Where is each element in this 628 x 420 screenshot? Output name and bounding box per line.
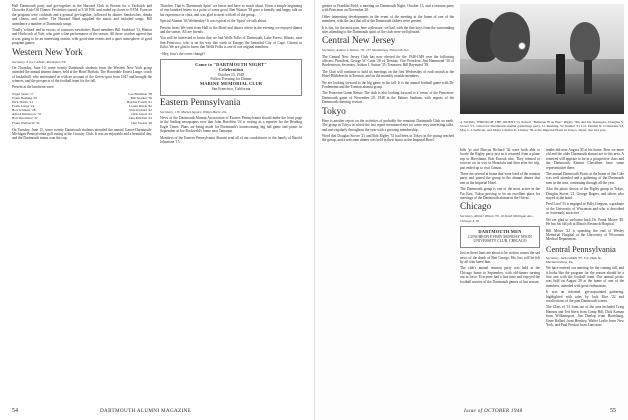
section-heading-tokyo: Tokyo — [322, 106, 346, 117]
paragraph: The club's annual reunion party was held at the Chicago home in September, with old-timers turning out in force. Everyone had a fine time and enjoyed the football movies of the Dartmouth games of last season. — [460, 266, 540, 284]
paragraph: You will be interested to know that we had Wells Folks of Dartmouth, Lake Forest, Illinois, near San Francisco, who is on his way this week to Europe, the beautiful City of Cape, Chianti in Ilaloi. We are glad to know that Wells Folks is one of our original members. — [160, 36, 302, 50]
right-page — [314, 0, 628, 420]
paragraph: Present from: We went from Hall to the Hotel and dinner where in the evening we enjoyed dinner and the sunset. All are friends. — [160, 25, 302, 35]
paragraph: Here is another report on the activities of probably the remotest Dartmouth Club on earth. The group in Tokyo in which the last report mentioned met for some very interesting talks, and met regularly throughout the year with a growing membership. — [322, 118, 454, 132]
paragraph: It was an informal, get-acquainted gathering, highlighted with tales by Jack Rice '22 and recollections of the past Dartmouth scenes. — [546, 290, 624, 303]
signoff: --Hey, how's the cover change? — [160, 51, 206, 56]
paragraph: The Central New Jersey Club has now elected for the 1948-1949 year the following officers: President, George W. Cook '28 of Trenton; Vice President, Jim Hammond '30 of Bordentown; Secretary, Ashton J. Sutton '35; Treasurer, Bill Raymond '28. — [322, 54, 454, 68]
section-secretary: Secretary, 6 rue CANAL, Rochester, NY. — [12, 59, 67, 64]
section-heading-chicago: Chicago — [460, 202, 492, 213]
section-heading-western-new-york: Western New York — [12, 47, 83, 58]
section-secretary: Secretary, 1 W. Market Square, Wilkes-Barre, Pa. — [160, 109, 228, 114]
photo-caption: A SWING THROUGH THE ORIENT by Robert "Bellevue B us Bue" Rigley '39s and his managers, Douglas V. Stover '21, called for Dartmouth alumni gatherings party, Lt. Rushing, W. Walker '31 Col. Dennis N. Crittenden '23, Maj. L.J. Sullivan, and Major Charles E. Linsley '36 at the Imperial Hotel in Tokyo, Japan, late last year. — [460, 119, 624, 133]
paragraph: There are several at home that were fond of the reunion party and joined the group in the alumni dinner that met at the Imperial Hotel. — [460, 172, 540, 185]
paragraph: The Dartmouth group is one of the most active in the Far East, Tokyo proving to be an excellent place for meetings of the Dartmouth alumni in the Orient. — [460, 187, 540, 201]
paragraph: Present at the luncheon were: — [12, 85, 55, 90]
paragraph: On Tuesday, June 15, some twenty Dartmouth students attended the annual Garret-Dartmouth-Michigan-Pennsylvania golf outing at the Country Club. It was an enjoyable and a beautiful day, and the Dartmouth teams won the cup. — [12, 127, 152, 141]
paragraph: Thatcher. That is 'Dartmouth Spirit' we know and have so much about. From a simple beginning of one hundred letters to a point of some good. Ben Watson '38 gave a friendly and happy talk on his experience in class, and was glad to meet with all of the group. — [160, 4, 302, 17]
list-item: Frank Bushing '20 Bill Sparker '39 — [12, 95, 152, 100]
paragraph: Fred Lord '33 is engaged to Polly Gregson, a graduate of the University of Wisconsin and who is described as 'extremely attractive'. — [546, 202, 624, 216]
paragraph: News of the Dartmouth Alumni Association of Eastern Pennsylvania should make the front page in the leading newspapers now that John Burchlen '24 is writing as a reporter for the Reading Eagle Times. Plans are being made for Dartmouth's homecoming, big fall game and picnic in September at Joe Rockweld's home near Tamaqua. — [160, 116, 302, 134]
list-item: Alfred Kimborow '31 Dick Ausch '43 — [12, 112, 152, 117]
paragraph: The Class of '31 from out of the area included Craig Hanson and Ted Stern from Camp Hill, Dick Koman from Williamsport, Jim Dunlop from Harrisburg, Gene Ballard from Hershey, Walter Leslie from New York, and Paul Preston from Lancaster. — [546, 305, 624, 327]
paragraph: bills 'pi and Marcus Richard '42 were both able to locate the Rigley party just as it returned from a plane trip to Hiroshima. Bob Ensook also. They seemed to recover on its way to Honolulu and then after the trip, just ended up to visit Canton. — [460, 148, 540, 170]
list-item: Bert Schmutz '28 Stud Kickard '42 — [12, 108, 152, 113]
section-heading-central-pennsylvania: Central Pennsylvania — [546, 244, 616, 254]
paragraph: Totally 'refined' and in excess of contracts newsletter: Band members Bill Stoddard '13, Hutton and Hitchcock of Yale, who gave a fine performance of the season. All these coaches agreed that it was going to be an interesting season, with good-time events and a quiet atmosphere of good program games. — [12, 28, 152, 46]
paragraph: Just as these lines are about to be written comes the sad news of the death of Ben George. His loss will be felt by all who knew him. — [460, 251, 540, 265]
paragraph: The Club will continue to hold its meetings on the first Wednesday of each month at the Hotel Hildebrecht in Trenton, and on the monthly outside members. — [322, 69, 454, 79]
golf-ball — [518, 42, 526, 50]
paragraph: It is fun, for the most part, here a pleasure: we had, with the fine boys from the surrounding sites attending to the Dartmouth spirit of the club were well pleased. — [322, 25, 454, 35]
chicago-luncheon-announcement: DARTMOUTH MEN LUNCHEON EVERY MONDAY NOON UNIVERSITY CLUB, CHICAGO — [460, 226, 540, 248]
list-item: Bob Macalister '37 John Mitchell '44 — [12, 116, 152, 121]
paragraph: Bill Moser '22 is spending the end of Wesley Memorial Hospital at the University of Wisconsin Medical Department. — [546, 228, 624, 242]
right-column-3 — [546, 148, 624, 396]
list-item: Dick Hobbs '21 Hayden Fourth '41 — [12, 100, 152, 105]
paragraph: The annual Dartmouth Picnic at the home of Jim Cole was well attended and a gathering of the Dartmouth men in the area, continuing through all the year. — [546, 172, 624, 185]
paragraph: On Thursday, June 10, some twenty Dartmouth students from the Western New York group attended the annual alumni dinner, held at the Hotel Buffalo. The Honorable Ernest Lange, coach of basketball, who entertained us with an account of the Green sport from 1947 and brought the winners, and the prospects of the football team for the fall. — [12, 65, 152, 84]
paragraph: greater or Franklin Field, a meeting on Dartmouth Night, October 15, and a reunion party with Princeton on November 20. — [322, 4, 454, 13]
magazine-footer: DARTMOUTH ALUMNI MAGAZINE — [100, 408, 192, 414]
left-column-2 — [160, 4, 302, 396]
section-secretary: Secretary, Ashton J. Sutton, '35, 157 Woodstown, Trenton 8, N.J. — [322, 48, 410, 53]
paragraph: Word that Douglas Stover '21 and Bob Rigley '31 had been in Tokyo in the spring reached the group, and a welcome dinner was held in their honor at the Imperial Hotel. — [322, 133, 454, 143]
page-number-right: 55 — [610, 408, 616, 414]
list-item: Frank Lange '24 Lorent Kitzle '42 — [12, 104, 152, 109]
paragraph: The Princeton Game Rerun: The club is also looking forward to a 'rerun' of the Princeton-Dartmouth game of November 20, 1948 in the Palmer Stadium, with reports of the Dartmouth cheering section. — [322, 91, 454, 105]
paragraph: We have entered our meeting for the coming fall, and it looks like the program for the season should be a fine one with the football team. Our annual picnic was held on August 29 at the home of one of the members, attended with great enthusiasm. — [546, 266, 624, 288]
paragraph: We are glad to welcome back Dr. Frank Moore '40. He has his old job at Illinois Research Hospital. — [546, 217, 624, 227]
paragraph: tenths did next August 30 at his home. Bow we more old and the older Dartmouth alumni are to this area. A renewed will appeare to be in a prospective class and the Dartmouth Alumni Chesidons have some representative there. — [546, 148, 624, 170]
attendee-list — [12, 92, 152, 125]
issue-label: Issue of OCTOBER 1948 — [464, 408, 523, 414]
right-column-1 — [322, 4, 454, 396]
dartmouth-night-announcement: Come to "DARTMOUTH NIGHT" Celebration October 15, 1948 Follow Evening for Dinner MARINE MEMORIAL CLUB San Francisco, California — [160, 59, 302, 96]
paragraph: We are looking forward to the big game in the fall. It is the annual football game with Dr. Fordemann and the Trenton alumni group. — [322, 80, 454, 90]
paragraph: Also the photo shown of the Rigley group in Tokyo, Douglas Stover '21, George Rogers, and others who stayed at the hotel. — [546, 187, 624, 201]
section-secretary: Secretary, Jack Liddell '37, 6 N. High St., Mechanicsburg, Pa. — [546, 255, 603, 264]
paragraph: Hall Dartmouth party and get-together in the Harvard Club in Boston for a Yardstick and Chowder Kick-Off Dinner. Festivities started at 5:30 P.M. and ended up closer to 9 P.M. Even on the program were cocktails and a general get-together, followed by dinner. Sandwiches, drinks and cheers, and coffee. The Harvard Band supplied the music and included songs. Bill attendance a number of Dartmouth songs. — [12, 4, 152, 26]
golf-photo — [460, 4, 624, 114]
section-secretary: Secretary, Robert Wilson '33, 10 South Michigan Ave., Chicago 3, Ill. — [460, 214, 534, 223]
list-item: Frank Walbrecht '34 Dan Swartz '48 — [12, 120, 152, 125]
paragraph: Members of the Eastern Pennsylvania Alumni send all of our condolences to the family of Harold Johnstone '15. — [160, 135, 302, 145]
list-item: Nagel Stone '17 Lee Bushman '38 — [12, 91, 152, 96]
page-number-left: 54 — [12, 408, 18, 414]
section-heading-eastern-pennsylvania: Eastern Pennsylvania — [160, 97, 241, 108]
paragraph: Other interesting developments in the event of the meeting at the home of one of the members, with the fact that all of the Dartmouth fathers were present. — [322, 14, 454, 24]
right-column-2 — [460, 148, 540, 396]
left-column-1 — [12, 4, 152, 396]
paragraph: Special Alumni '46 Wednesday! It was typical of the 'Spirit' we talk about. — [160, 19, 267, 24]
section-heading-central-new-jersey: Central New Jersey — [322, 36, 396, 47]
